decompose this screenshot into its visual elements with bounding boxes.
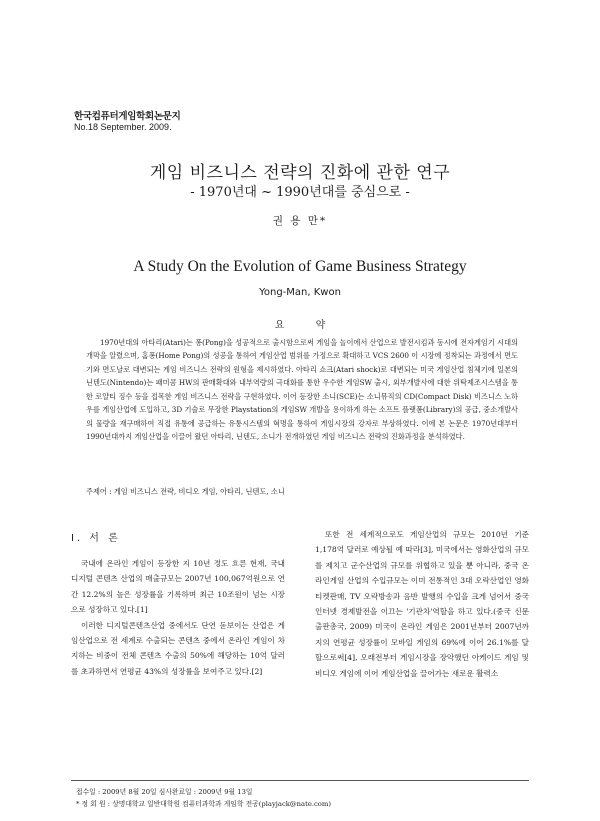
keywords: 주제어 : 게임 비즈니스 전략, 비디오 게임, 아타리, 닌텐도, 소니 <box>86 487 285 496</box>
abstract-text: 1970년대의 아타리(Atari)는 퐁(Pong)을 성공적으로 출시함으로써 게임을 놀이에서 산업으로 발전시킴과 동시에 전자게임기 시대의 개막을 알렸으며, 홈퐁(Home Pong)의 성공을 통하여 게임산업 범위를 가정으로 확대하고 VCS 2600 이 시장에 정착되는 과정에서 면도기와 면도날로 대변되는 게임 비즈니스 전략의 원형을 제시하였다. 아타리 쇼크(Atari shock)로 대변되는 미국 게임산업 침체기에 일본의 닌텐도(Nintendo)는 패미콤 HW의 판매확대와 내부역량의 극대화를 통한 우수한 게임SW 출시, 외부개발사에 대한 위탁제조시스템을 통한 로얄티 징수 등을 접목한 게임 비즈니스 전략을 구현하였다. 이어 등장한 소니(SCE)는 소니뮤직의 CD(Compact Disk) 비즈니스 노하우를 게임산업에 도입하고, 3D 기술로 무장한 Playstation의 게임SW 개발을 용이하게 하는 소프트 플랫폼(Library)의 공급, 중소개발사의 물량을 재구매하여 직접 유통에 공급하는 유통시스템의 혁명을 통하여 게임시장의 강자로 부상하였다. 이에 본 논문은 1970년대부터 1990년대까지 게임산업을 이끌어 왔던 아타리, 닌텐도, 소니가 전개하였던 게임 비즈니스 전략의 진화과정을 분석하였다. <box>86 338 518 442</box>
footnote-dates: 접수일 : 2009년 8월 20일 심사완료일 : 2009년 9월 13일 <box>76 788 253 796</box>
body-paragraph: 또한 전 세계적으로도 게임산업의 규모는 2010년 기준 1,178억 달러로 예상될 예 따라[3], 미국에서는 영화산업의 규모를 제치고 군수산업의 규모를 위협하고 있을 뿐 아니라, 중국 온라인게임 산업의 수입규모는 이미 전통적인 3대 오락산업인 영화 티켓판매, TV 오락방송과 음반 발행의 수입을 크게 넘어서 중국 인터넷 경제발전을 이끄는 '기관차'역할을 하고 있다.(중국 신문출판총국, 2009) 미국이 온라인 게임은 2001년부터 2007년까지의 연평균 성장률이 모바일 게임의 69%에 이어 26.1%를 달할으로써[4], 오래전부터 게임시장을 장악했던 아케이드 게임 및 비디오 게임에 이어 게임산업을 끌어가는 새로운 활력소 <box>315 530 529 678</box>
author-english: Yong-Man, Kwon <box>259 287 341 298</box>
body-paragraph: 국내에 온라인 게임이 등장한 지 10년 정도 흐른 현재, 국내 디지털 콘텐츠 산업의 매출규모는 2007년 100,067억원으로 연간 12.2%의 높은 성장률을 기록하며 최근 10조원이 넘는 시장으로 성장하고 있다.[1] <box>71 559 285 615</box>
paper-title: 게임 비즈니스 전략의 진화에 관한 연구 <box>149 163 451 183</box>
journal-name: 한국컴퓨터게임학회논문지 <box>74 111 181 122</box>
author-korean: 권 용 만* <box>272 215 328 227</box>
section-heading: Ⅰ. 서 론 <box>71 533 121 544</box>
paper-title-english: A Study On the Evolution of Game Business Strategy <box>133 258 467 275</box>
footnote-author: * 정 회 원 : 상명대학교 일반대학원 컴퓨터과학과 게임학 전공(playjack@nate.com) <box>76 800 332 808</box>
right-column <box>315 527 529 681</box>
journal-issue: No.18 September. 2009. <box>74 122 172 132</box>
paper-subtitle: - 1970년대 ~ 1990년대를 중심으로 - <box>190 185 410 200</box>
left-column <box>71 532 285 679</box>
body-paragraph: 이러한 디지털콘텐츠산업 중에서도 단연 돋보이는 산업은 게임산업으로 전 세계로 수출되는 콘텐츠 중에서 온라인 게임이 차지하는 비중이 전체 콘텐츠 수출의 50%에 해당하는 10억 달러를 초과하면서 연평균 43%의 성장률을 보여주고 있다.[2] <box>71 620 285 676</box>
footnote-divider <box>71 780 529 781</box>
abstract-heading: 요 약 <box>274 320 340 331</box>
